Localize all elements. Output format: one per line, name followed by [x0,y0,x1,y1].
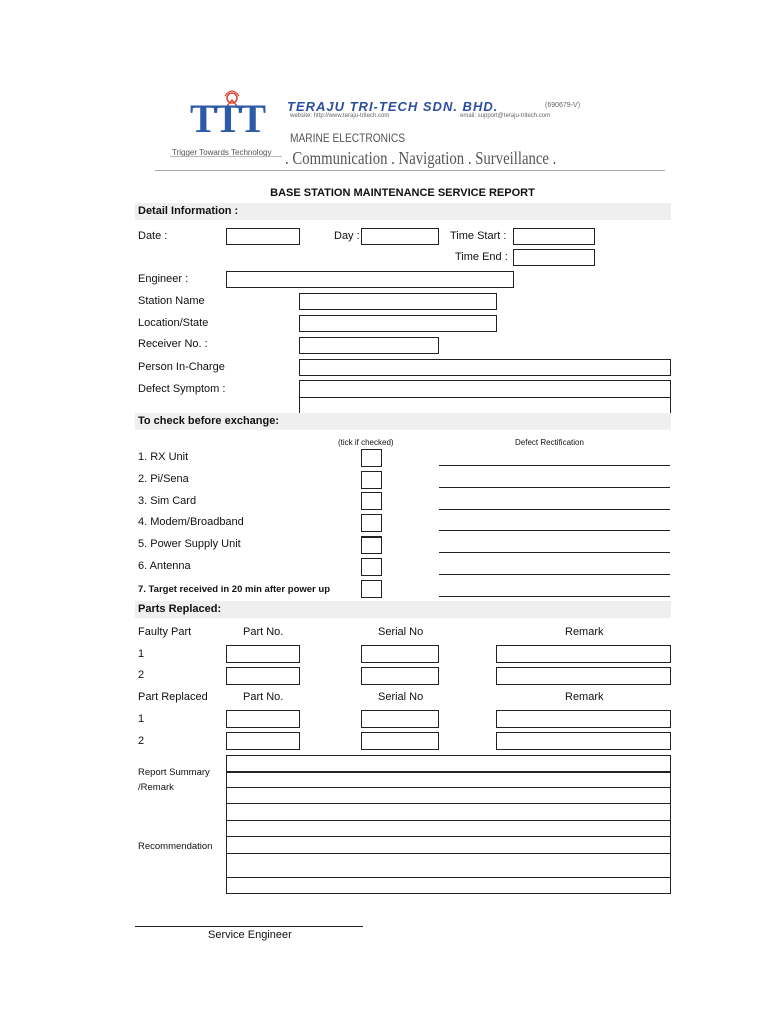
company-email: email: support@teraju-tritech.com [460,113,551,119]
time-end-field[interactable] [513,249,595,266]
check-item-checkbox[interactable] [361,514,382,532]
row-number: 2 [138,735,145,747]
day-label: Day : [334,230,360,242]
check-item-checkbox[interactable] [361,536,382,554]
summary-line [226,820,671,821]
check-item-label: 6. Antenna [138,560,191,572]
time-end-label: Time End : [455,251,508,263]
section-title: Parts Replaced: [138,603,222,615]
replaced-remark-field[interactable] [496,732,671,750]
rectification-line[interactable] [439,509,670,510]
tick-column-header: (tick if checked) [338,438,394,447]
summary-line [226,803,671,804]
part-no-header: Part No. [243,691,284,703]
check-item-label: 7. Target received in 20 min after power up [138,584,330,595]
report-summary-label: Report Summary [138,767,210,778]
check-item-checkbox[interactable] [361,449,382,467]
recommendation-line [226,853,671,854]
serial-no-header: Serial No [378,626,424,638]
signature-label: Service Engineer [208,929,292,941]
rectification-line[interactable] [439,465,670,466]
summary-recommendation-box[interactable] [226,755,671,894]
row-number: 1 [138,713,145,725]
company-name: TERAJU TRI-TECH SDN. BHD. [287,99,499,114]
replaced-part-no-field[interactable] [226,710,300,728]
check-item-checkbox[interactable] [361,471,382,489]
section-title: To check before exchange: [138,415,280,427]
check-item-label: 4. Modem/Broadband [138,516,244,528]
replaced-serial-no-field[interactable] [361,710,439,728]
check-item-checkbox[interactable] [361,492,382,510]
defect-symptom-field-2[interactable] [299,397,671,414]
logo-letters: TTT [190,96,265,141]
faulty-remark-field[interactable] [496,667,671,685]
date-field[interactable] [226,228,300,245]
serial-no-header: Serial No [378,691,424,703]
recommendation-line [226,836,671,837]
rectification-line[interactable] [439,574,670,575]
company-slogan: . Communication . Navigation . Surveillance . [285,148,557,168]
person-in-charge-label: Person In-Charge [138,361,225,373]
division-name: MARINE ELECTRONICS [290,131,406,145]
rectification-line[interactable] [439,530,670,531]
defect-symptom-label: Defect Symptom : [138,383,226,395]
check-item-checkbox[interactable] [361,558,382,576]
check-item-label: 2. Pi/Sena [138,473,189,485]
station-name-label: Station Name [138,295,205,307]
rectification-line[interactable] [439,596,670,597]
logo-underline [170,156,282,157]
section-title: Detail Information : [138,205,239,217]
company-website: website: http://www.teraju-tritech.com [290,113,390,119]
recommendation-line [226,877,671,878]
company-logo [170,86,285,166]
time-start-field[interactable] [513,228,595,245]
faulty-part-no-field[interactable] [226,645,300,663]
letterhead [135,80,671,175]
date-label: Date : [138,230,168,242]
faulty-part-label: Faulty Part [138,626,192,638]
receiver-no-label: Receiver No. : [138,338,208,350]
rectification-line[interactable] [439,487,670,488]
replaced-remark-field[interactable] [496,710,671,728]
replaced-part-no-field[interactable] [226,732,300,750]
letterhead-divider [155,170,665,171]
section-check-before-exchange [135,413,671,430]
check-item-checkbox[interactable] [361,580,382,598]
faulty-serial-no-field[interactable] [361,667,439,685]
company-reg: (690679-V) [545,102,581,109]
rectification-column-header: Defect Rectification [515,438,584,447]
engineer-field[interactable] [226,271,514,288]
remark-header: Remark [565,626,604,638]
engineer-label: Engineer : [138,273,189,285]
report-summary-label-2: /Remark [138,782,174,793]
check-item-label: 3. Sim Card [138,495,197,507]
faulty-serial-no-field[interactable] [361,645,439,663]
summary-line [226,787,671,788]
location-label: Location/State [138,317,209,329]
row-number: 1 [138,648,145,660]
report-title: BASE STATION MAINTENANCE SERVICE REPORT [270,187,535,199]
row-number: 2 [138,669,145,681]
faulty-part-no-field[interactable] [226,667,300,685]
recommendation-label: Recommendation [138,841,213,852]
remark-header: Remark [565,691,604,703]
check-item-label: 5. Power Supply Unit [138,538,241,550]
summary-line [226,771,671,773]
logo-tagline: Trigger Towards Technology [172,148,272,157]
section-detail-information [135,203,671,220]
faulty-remark-field[interactable] [496,645,671,663]
day-field[interactable] [361,228,439,245]
station-name-field[interactable] [299,293,497,310]
part-replaced-label: Part Replaced [138,691,208,703]
part-no-header: Part No. [243,626,284,638]
section-parts-replaced [135,601,671,618]
person-in-charge-field[interactable] [299,359,671,376]
replaced-serial-no-field[interactable] [361,732,439,750]
receiver-no-field[interactable] [299,337,439,354]
location-field[interactable] [299,315,497,332]
check-item-label: 1. RX Unit [138,451,189,463]
defect-symptom-field-1[interactable] [299,380,671,398]
signature-line[interactable] [135,926,363,927]
rectification-line[interactable] [439,552,670,553]
time-start-label: Time Start : [450,230,507,242]
